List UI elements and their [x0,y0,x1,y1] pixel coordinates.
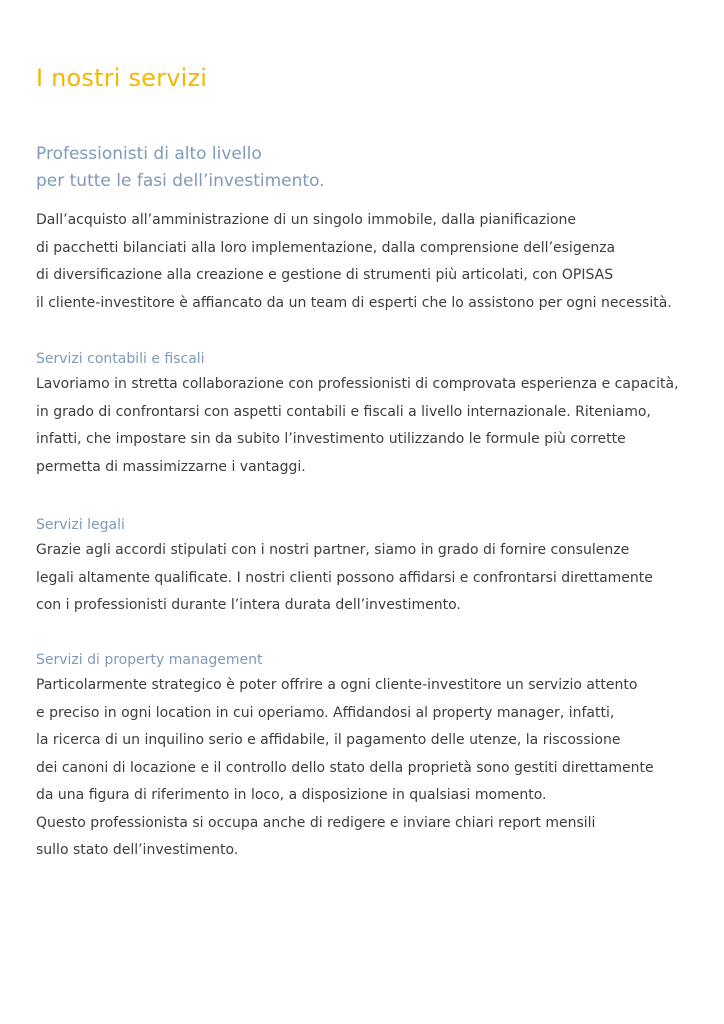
paragraph-line: legali altamente qualificate. I nostri clienti possono affidarsi e confrontarsi direttamente [36,569,653,586]
paragraph-line: Dall’acquisto all’amministrazione di un singolo immobile, dalla pianificazione [36,212,577,228]
intro-paragraph [36,207,716,317]
paragraph-line: da una figura di riferimento in loco, a disposizione in qualsiasi momento. [36,787,547,803]
paragraph-line: infatti, che impostare sin da subito l’investimento utilizzando le formule più corrette [36,431,626,447]
paragraph-line: di pacchetti bilanciati alla loro implementazione, dalla comprensione dell’esigenza [36,239,616,256]
page-subtitle [36,141,325,195]
section-heading: Servizi legali [36,517,125,533]
paragraph-line: sullo stato dell’investimento. [36,842,239,858]
subtitle-line: Professionisti di alto livello [36,144,262,164]
section-property-management [36,648,716,865]
section-legal [36,513,716,620]
paragraph-line: il cliente-investitore è affiancato da un team di esperti che lo assistono per ogni necessità. [36,294,672,311]
section-heading: Servizi contabili e fiscali [36,351,205,367]
paragraph-line: e preciso in ogni location in cui operiamo. Affidandosi al property manager, infatti, [36,704,615,721]
paragraph-line: Particolarmente strategico è poter offrire a ogni cliente-investitore un servizio attento [36,677,638,693]
paragraph-line: la ricerca di un inquilino serio e affidabile, il pagamento delle utenze, la riscossione [36,732,621,748]
subtitle-line: per tutte le fasi dell’investimento. [36,171,325,191]
paragraph-line: Lavoriamo in stretta collaborazione con professionisti di comprovata esperienza e capacità, [36,376,679,392]
section-heading: Servizi di property management [36,652,263,668]
paragraph-line: Grazie agli accordi stipulati con i nostri partner, siamo in grado di fornire consulenze [36,542,630,558]
page-title: I nostri servizi [36,64,208,92]
paragraph-line: di diversificazione alla creazione e gestione di strumenti più articolati, con OPISAS [36,267,614,283]
paragraph-line: dei canoni di locazione e il controllo dello stato della proprietà sono gestiti direttamente [36,759,654,776]
paragraph-line: Questo professionista si occupa anche di redigere e inviare chiari report mensili [36,814,596,831]
paragraph-line: con i professionisti durante l’intera durata dell’investimento. [36,597,461,613]
paragraph-line: permetta di massimizzarne i vantaggi. [36,458,306,475]
section-accounting-tax [36,347,716,481]
paragraph-line: in grado di confrontarsi con aspetti contabili e fiscali a livello internazionale. Riteniamo, [36,403,651,420]
